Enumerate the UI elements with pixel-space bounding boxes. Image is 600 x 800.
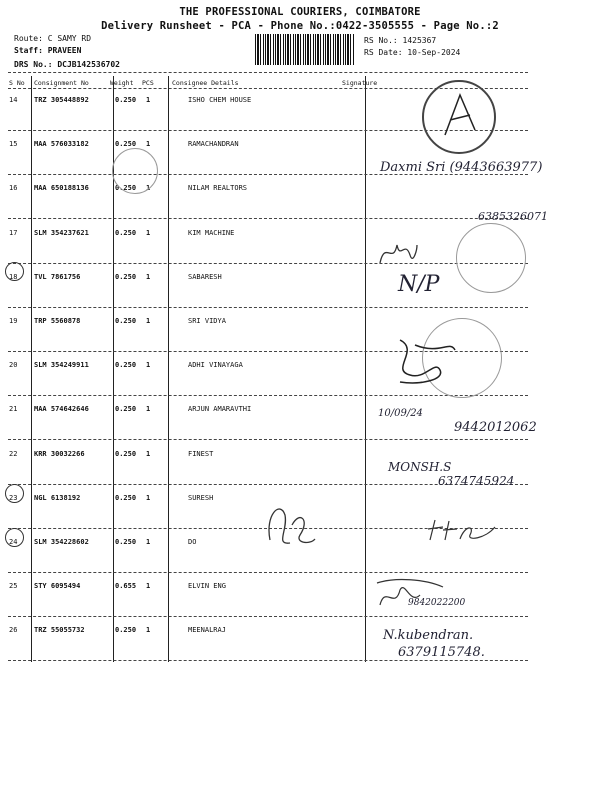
cell-consignee: RAMACHANDRAN xyxy=(188,140,239,149)
signature-row-22-phone: 6374745924 xyxy=(438,474,515,488)
drs-number: DRS No.: DCJB142536702 xyxy=(14,60,120,69)
cell-sno: 23 xyxy=(9,493,18,502)
signature-row-26-phone: 6379115748. xyxy=(398,645,485,660)
rs-number: RS No.: 1425367 xyxy=(364,36,437,45)
staff-label: Staff: PRAVEEN xyxy=(14,46,82,55)
cell-sno: 16 xyxy=(9,184,18,193)
cell-pcs: 1 xyxy=(146,317,151,325)
cell-pcs: 1 xyxy=(146,140,151,149)
header-rule-top xyxy=(8,72,528,73)
row-separator xyxy=(8,307,528,308)
cell-weight: 0.250 xyxy=(115,272,137,281)
cell-weight: 0.250 xyxy=(115,449,137,458)
cell-pcs: 1 xyxy=(146,405,151,414)
signature-scribble-row-25 xyxy=(375,575,445,615)
signature-row-21-phone: 9442012062 xyxy=(454,420,537,435)
signature-row-16: 6385326071 xyxy=(478,210,548,223)
cell-weight: 0.250 xyxy=(115,405,137,414)
cell-consignee: MEENALRAJ xyxy=(188,626,226,635)
cell-consignee: ADHI VINAYAGA xyxy=(188,361,243,370)
signature-scribble-row-14 xyxy=(440,90,480,140)
cell-consignee: ARJUN AMARAVTHI xyxy=(188,405,252,414)
signature-row-15: Daxmi Sri (9443663977) xyxy=(380,160,543,175)
cell-sno: 25 xyxy=(9,582,18,591)
cell-sno: 22 xyxy=(9,449,18,458)
row-separator xyxy=(8,439,528,440)
cell-weight: 0.250 xyxy=(115,140,137,149)
cell-sno: 18 xyxy=(9,272,18,281)
col-signature: Signature xyxy=(342,79,378,87)
cell-consignment: SLM 354228602 xyxy=(34,538,89,546)
cell-pcs: 1 xyxy=(146,96,151,104)
route-label: Route: C SAMY RD xyxy=(14,34,92,43)
cell-consignee: SRI VIDYA xyxy=(188,317,226,325)
row-separator xyxy=(8,263,528,264)
cell-sno: 21 xyxy=(9,405,18,414)
cell-pcs: 1 xyxy=(146,538,151,546)
row-separator xyxy=(8,616,528,617)
col-divider xyxy=(31,76,32,662)
signature-row-25: 9842022200 xyxy=(408,598,466,608)
cell-consignee: DO xyxy=(188,538,197,546)
cell-sno: 26 xyxy=(9,626,18,635)
cell-sno: 24 xyxy=(9,538,18,546)
cell-pcs: 1 xyxy=(146,493,151,502)
cell-pcs: 1 xyxy=(146,449,151,458)
cell-weight: 0.250 xyxy=(115,538,137,546)
cell-consignment: MAA 574642646 xyxy=(34,405,89,414)
row-separator xyxy=(8,660,528,661)
col-consignment: Consignment No xyxy=(34,79,89,87)
signature-scribble-row-20 xyxy=(380,330,460,390)
runsheet-subtitle: Delivery Runsheet - PCA - Phone No.:0422-3505555 - Page No.:2 xyxy=(101,20,499,32)
cell-pcs: 1 xyxy=(146,361,151,370)
signature-row-18: N/P xyxy=(398,272,440,297)
cell-consignment: TRZ 305448892 xyxy=(34,96,89,104)
col-divider xyxy=(168,76,169,662)
cell-consignee: SABARESH xyxy=(188,272,222,281)
cell-weight: 0.250 xyxy=(115,228,137,237)
cell-consignment: STY 6095494 xyxy=(34,582,81,591)
row-circle-mark xyxy=(5,262,24,281)
cell-consignment: TVL 7861756 xyxy=(34,272,81,281)
cell-sno: 20 xyxy=(9,361,18,370)
cell-consignment: MAA 576033182 xyxy=(34,140,89,149)
signature-row-22-name: MONSH.S xyxy=(388,460,452,474)
barcode xyxy=(255,34,355,65)
cell-weight: 0.655 xyxy=(115,582,137,591)
row-separator xyxy=(8,572,528,573)
signature-scribble-row-17 xyxy=(375,235,420,270)
cell-sno: 17 xyxy=(9,228,18,237)
cell-pcs: 1 xyxy=(146,272,151,281)
cell-consignment: NGL 6138192 xyxy=(34,493,81,502)
cell-weight: 0.250 xyxy=(115,96,137,104)
cell-pcs: 1 xyxy=(146,184,151,193)
cell-consignment: MAA 650188136 xyxy=(34,184,89,193)
cell-consignment: TRZ 55055732 xyxy=(34,626,85,635)
cell-pcs: 1 xyxy=(146,582,151,591)
cell-consignee: NILAM REALTORS xyxy=(188,184,248,193)
cell-sno: 19 xyxy=(9,317,18,325)
row-circle-mark xyxy=(5,484,24,503)
col-consignee: Consignee Details xyxy=(172,79,239,87)
cell-weight: 0.250 xyxy=(115,626,137,635)
col-pcs: PCS xyxy=(142,79,154,87)
cell-consignment: TRP 5560878 xyxy=(34,317,81,325)
signature-scribble-row-24 xyxy=(425,515,500,545)
col-divider xyxy=(365,76,366,662)
cell-pcs: 1 xyxy=(146,228,151,237)
cell-sno: 15 xyxy=(9,140,18,149)
signature-scribble-row-23 xyxy=(260,495,320,550)
rs-date: RS Date: 10-Sep-2024 xyxy=(364,48,461,57)
cell-weight: 0.250 xyxy=(115,361,137,370)
faint-stamp xyxy=(112,148,158,194)
company-title: THE PROFESSIONAL COURIERS, COIMBATORE xyxy=(179,6,421,18)
cell-weight: 0.250 xyxy=(115,493,137,502)
cell-consignment: KRR 30032266 xyxy=(34,449,85,458)
cell-consignee: ELVIN ENG xyxy=(188,582,226,591)
col-weight: Weight xyxy=(110,79,134,87)
cell-sno: 14 xyxy=(9,96,18,104)
company-stamp xyxy=(456,223,526,293)
cell-consignment: SLM 354237621 xyxy=(34,228,89,237)
cell-consignee: FINEST xyxy=(188,449,214,458)
row-separator xyxy=(8,218,528,219)
signature-row-26-name: N.kubendran. xyxy=(383,628,474,643)
cell-consignee: ISHO CHEM HOUSE xyxy=(188,96,252,104)
cell-weight: 0.250 xyxy=(115,317,137,325)
signature-row-21-date: 10/09/24 xyxy=(378,408,423,419)
cell-pcs: 1 xyxy=(146,626,151,635)
cell-consignment: SLM 354249911 xyxy=(34,361,89,370)
cell-weight: 0.250 xyxy=(115,184,137,193)
cell-consignee: KIM MACHINE xyxy=(188,228,235,237)
col-sno: S No xyxy=(9,79,25,87)
row-circle-mark xyxy=(5,528,24,547)
cell-consignee: SURESH xyxy=(188,493,214,502)
